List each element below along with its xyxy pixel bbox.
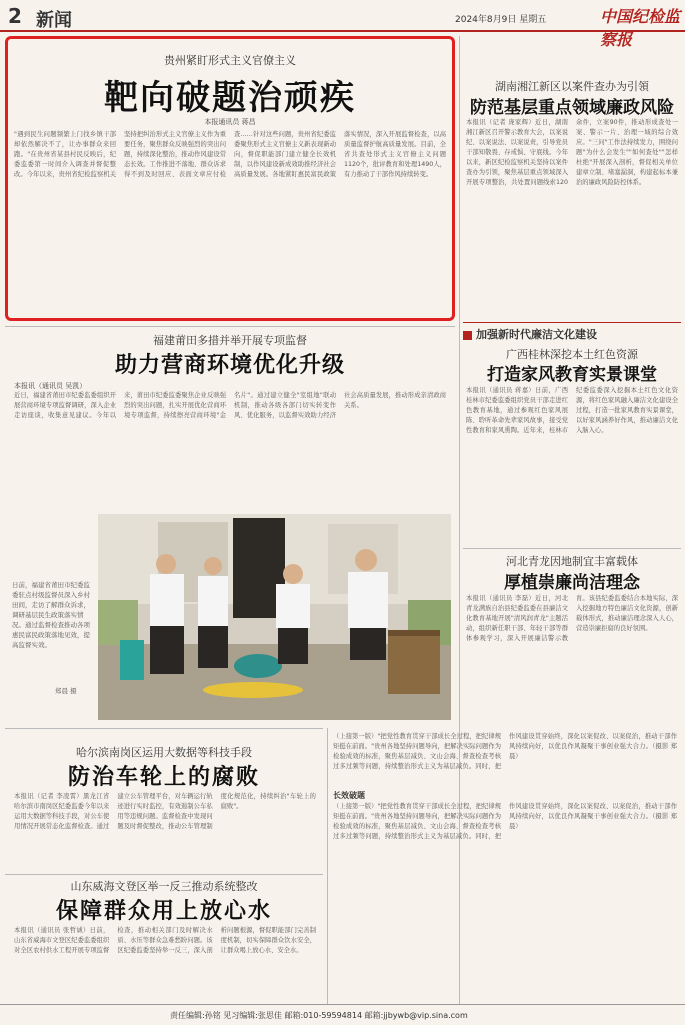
photo-credit: 郑晨 摄	[55, 687, 77, 695]
hunan-kicker: 湖南湘江新区以案件查办为引領	[495, 80, 649, 93]
putian-body: 近日，福建省莆田市纪委监委组织开展营商环境专项监督调研，深入企业走访座谈，收集意见建议。今年以来，莆田市纪委监委聚焦企业反映强烈的突出问题，扎实开展优化营商环境专项监督，持续擦亮营商环境"金名片"。通过建立健全"室组地"联动机制，推动各级各部门切实转变作风、优化服务，以监督实效助力经济社会高质量发展，推动形成亲清政商关系。	[14, 392, 446, 419]
reform-body: （上接第一版）"把党性教育贯穿干部成长全过程，把纪律规矩挺在前面。"贵州各地坚持问题导向，把解决实际问题作为检验成效的标准，聚焦基层减负、文山会海、督查检查考核过多过频等问题，持续整治形式主义为基层减负。同时，把作风建设贯穿始终，深化以案促改、以案促治，推动干部作风持续向好，以优良作风凝聚干事创业强大合力。（摄影 郑晨）	[333, 733, 677, 770]
section-name: 新闻	[36, 10, 72, 31]
hebei-body: 本报讯（通讯员 李磊）近日，河北青龙满族自治县纪委监委在县廉洁文化教育基地开展"清风润青龙"主题活动，组织新任职干部、年轻干部等群体参观学习，深入开展廉洁警示教育。该县纪委监委结合本地实际，深入挖掘地方特色廉洁文化资源，创新载体形式，推动廉洁理念深入人心，营造崇廉拒腐的良好氛围。	[466, 595, 678, 642]
lead-kicker: 贵州紧盯形式主义官僚主义	[164, 54, 296, 67]
guangxi-headline: 打造家风教育实景课堂	[487, 365, 657, 385]
photo-caption: 日前，福建省莆田市纪委监委驻点村级监督员深入乡村田间，走访了解群众诉求，调研基层民生政策落实情况。通过监督检查推动各项惠民富民政策落地见效，提高监督实效。	[12, 581, 90, 649]
divider-weihai	[5, 874, 323, 875]
lead-byline: 本报通讯员 蒋昌	[204, 118, 256, 126]
divider-reform	[327, 728, 328, 1004]
harbin-headline: 防治车轮上的腐败	[67, 764, 260, 790]
weihai-kicker: 山东威海文登区举一反三推动系统整改	[70, 880, 258, 893]
section-banner	[463, 326, 681, 342]
reform-body-continued: （上接第一版）"把党性教育贯穿干部成长全过程，把纪律规矩挺在前面。"贵州各地坚持问题导向，把解决实际问题作为检验成效的标准，聚焦基层减负、文山会海、督查检查考核过多过频等问题，持续整治形式主义为基层减负。同时，把作风建设贯穿始终，深化以案促改、以案促治，推动干部作风持续向好，以优良作风凝聚干事创业强大合力。（摄影 郑晨）	[333, 803, 677, 840]
footer-credits: 责任编辑:孙铭 见习编辑:张思佳 邮箱:010-59594814 邮箱:jjbywb@vip.sina.com	[170, 1011, 468, 1020]
news-photo	[98, 514, 451, 720]
putian-headline: 助力营商环境优化升级	[114, 352, 345, 378]
weihai-headline: 保障群众用上放心水	[55, 898, 272, 924]
hebei-kicker: 河北青龙因地制宜丰富载体	[506, 555, 638, 568]
harbin-body: 本报讯（记者 李凌霄）黑龙江省哈尔滨市南岗区纪委监委今年以来运用大数据等科技手段，对公车使用情况开展常态化监督检查。通过建立公车管理平台，对车辆运行轨迹进行实时监控，有效遏制公车私用等违规问题。监督检查中发现问题及时督促整改，推动公车管理制度化规范化，持续纠治"车轮上的腐败"。	[14, 793, 316, 830]
putian-byline: 本报讯（通讯员 吴凯）	[14, 382, 87, 390]
hebei-headline: 厚植崇廉尚洁理念	[504, 573, 640, 593]
paper-name: 中国纪检监察报	[600, 7, 681, 49]
banner-square-icon	[463, 331, 472, 340]
masthead	[0, 0, 685, 32]
lead-headline: 靶向破题治顽疾	[104, 78, 356, 118]
harbin-kicker: 哈尔滨南岗区运用大数据等科技手段	[76, 746, 252, 759]
weihai-body: 本报讯（通讯员 张哲诚）日前，山东省威海市文登区纪委监委组织对全区农村供水工程开展专项监督检查，推动相关部门及时解决水质、水压等群众急难愁盼问题。该区纪委监委坚持举一反三，深入剖析问题根源，督促职能部门完善制度机制，切实保障群众饮水安全，让群众喝上放心水、安全水。	[14, 927, 316, 954]
issue-date: 2024年8月9日 星期五	[455, 15, 547, 25]
guangxi-body: 本报讯（通讯员 蒋嘉）日前，广西桂林市纪委监委组织党员干部走进红色教育基地，通过参观红色家风展陈、聆听革命先辈家风故事，接受党性教育和家风熏陶。近年来，桂林市纪委监委深入挖掘本土红色文化资源，将红色家风融入廉洁文化建设全过程，打造一批家风教育实景课堂，以好家风涵养好作风，推动廉洁文化入脑入心。	[466, 387, 678, 434]
reform-subhead: 长效破题	[333, 791, 365, 800]
village-scene-illustration	[98, 514, 451, 720]
divider-putian	[5, 326, 455, 327]
lead-body: "遇到民生问题频繁上门找乡镇干部却依然解决不了，让办事群众来回跑。"在贵州省某县村民反映后，纪委监委第一时间介入调查并督促整改。今年以来，贵州省纪检监察机关坚持把纠治形式主义官僚主义作为重要任务，聚焦群众反映强烈的突出问题，持续深化整治，推动作风建设常态长效。工作推进不落地、群众诉求得不到及时回应、表面文章应付检查……针对这些问题，贵州省纪委监委聚焦形式主义官僚主义新表现新动向，督促职能部门建立健全长效机制，以作风建设新成效助推经济社会高质量发展。各地紧盯惠民富民政策落实情况，深入开展监督检查，以高质量监督护航高质量发展。目前，全省共查处形式主义官僚主义问题1120个，批评教育和处理1490人，有力推动了干部作风持续转变。	[14, 131, 446, 178]
guangxi-kicker: 广西桂林深挖本土红色资源	[506, 348, 638, 361]
putian-kicker: 福建莆田多措并举开展专项监督	[153, 334, 307, 347]
hunan-headline: 防范基层重点领域廉政风险	[470, 98, 674, 118]
divider-hebei	[463, 548, 681, 549]
page-number: 2	[8, 4, 22, 28]
divider-harbin	[5, 728, 323, 729]
hunan-body: 本报讯（记者 庞家辉）近日，湖南湘江新区召开警示教育大会，以案说纪、以案说法、以案说责，引导党员干部知敬畏、存戒惧、守底线。今年以来，新区纪检监察机关坚持以案件查办为引领，聚焦基层重点领域深入开展专项整治，共处置问题线索120余件，立案90件，推动形成查处一案、警示一片、治理一域的综合效应。"三问"工作法持续发力，围绕问题"为什么会发生""如何查处""怎样杜绝"开展深入剖析，督促相关单位建章立制、堵塞漏洞，构建起标本兼治的廉政风险防控体系。	[466, 119, 678, 186]
banner-rule	[463, 322, 681, 323]
section-banner-label: 加强新时代廉洁文化建设	[476, 328, 597, 341]
